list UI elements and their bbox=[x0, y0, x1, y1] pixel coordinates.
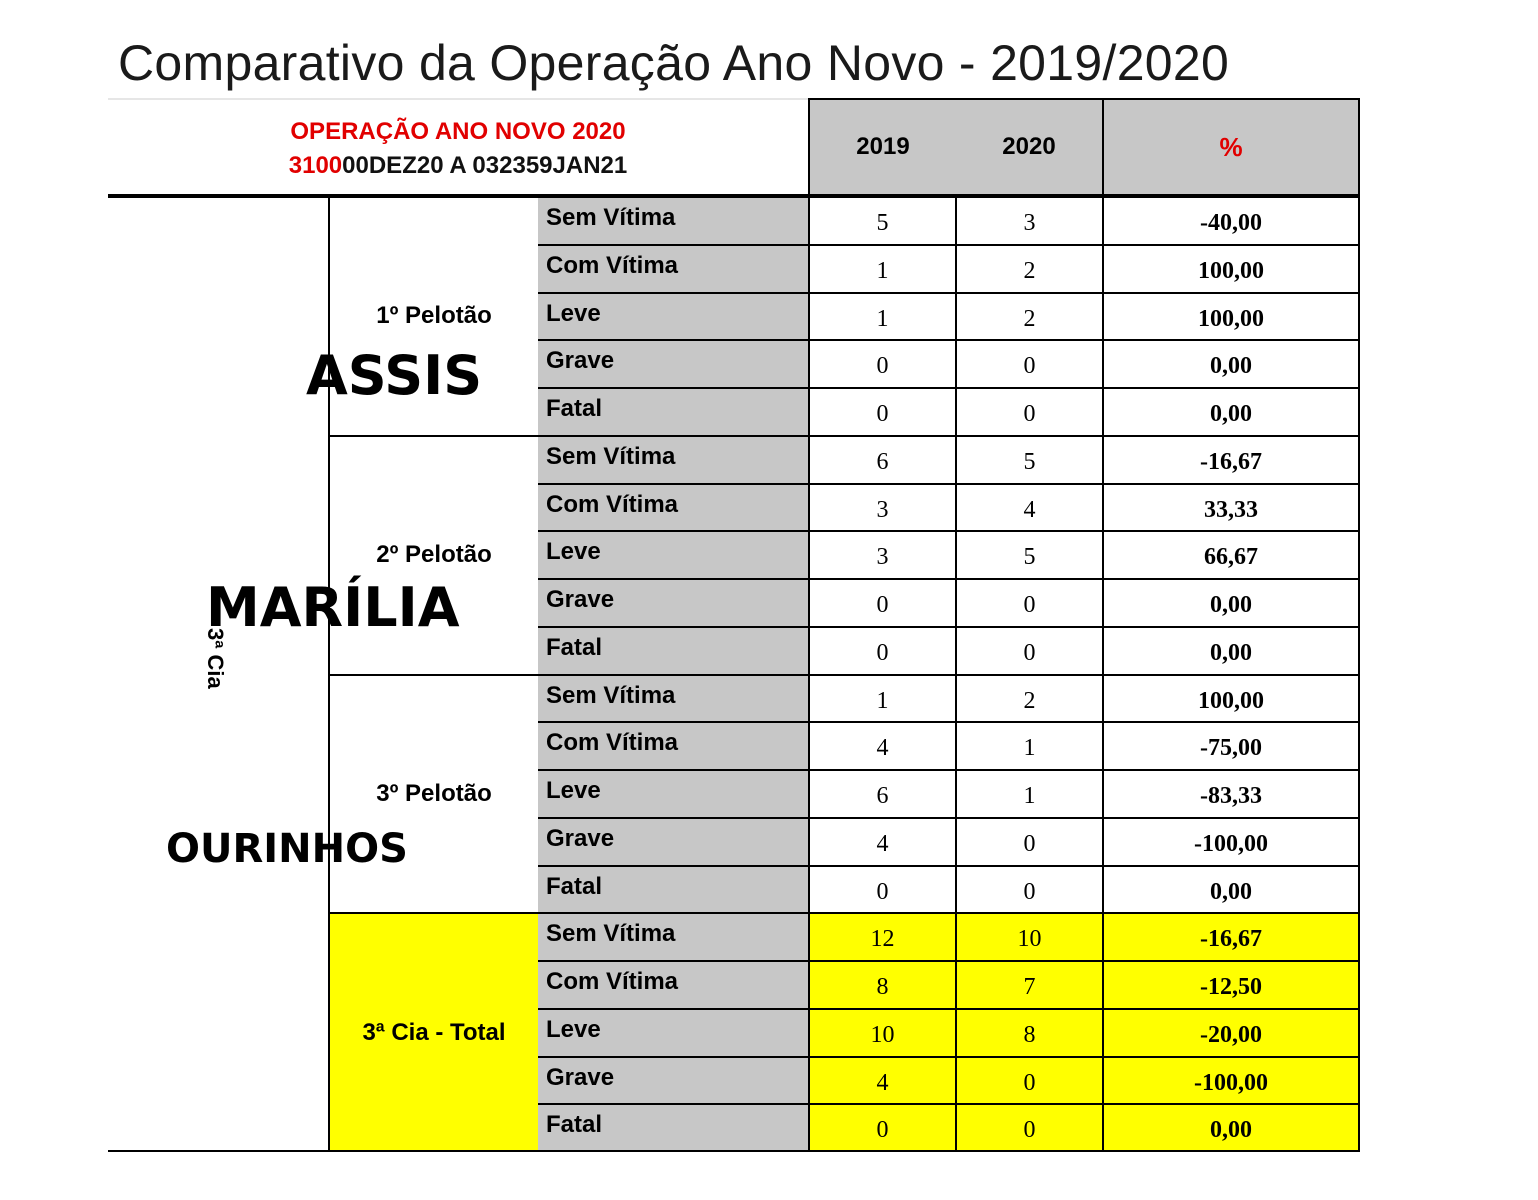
value-2020: 8 bbox=[955, 1008, 1102, 1056]
value-percent: -75,00 bbox=[1102, 721, 1360, 769]
category-label: Com Vítima bbox=[538, 960, 808, 1008]
value-2019: 1 bbox=[808, 292, 955, 340]
category-label: Sem Vítima bbox=[538, 435, 808, 483]
value-percent: -100,00 bbox=[1102, 817, 1360, 865]
category-label: Fatal bbox=[538, 1103, 808, 1151]
value-2020: 1 bbox=[955, 769, 1102, 817]
value-2019: 4 bbox=[808, 721, 955, 769]
value-2019: 6 bbox=[808, 435, 955, 483]
value-percent: -83,33 bbox=[1102, 769, 1360, 817]
category-label: Fatal bbox=[538, 387, 808, 435]
value-percent: 0,00 bbox=[1102, 865, 1360, 913]
group-label: 1º Pelotão bbox=[330, 196, 538, 435]
value-2019: 4 bbox=[808, 1056, 955, 1104]
value-percent: -20,00 bbox=[1102, 1008, 1360, 1056]
category-label: Leve bbox=[538, 530, 808, 578]
city-label-marilia: MARÍLIA bbox=[206, 576, 460, 639]
value-2020: 1 bbox=[955, 721, 1102, 769]
value-2020: 4 bbox=[955, 483, 1102, 531]
value-2019: 6 bbox=[808, 769, 955, 817]
category-label: Grave bbox=[538, 578, 808, 626]
table-left-border-top bbox=[108, 196, 330, 198]
value-2020: 0 bbox=[955, 817, 1102, 865]
value-2020: 7 bbox=[955, 960, 1102, 1008]
category-label: Com Vítima bbox=[538, 244, 808, 292]
value-percent: -40,00 bbox=[1102, 196, 1360, 244]
category-label: Sem Vítima bbox=[538, 196, 808, 244]
value-2020: 0 bbox=[955, 865, 1102, 913]
value-percent: 0,00 bbox=[1102, 1103, 1360, 1151]
value-2020: 0 bbox=[955, 387, 1102, 435]
value-percent: 0,00 bbox=[1102, 339, 1360, 387]
group-label: 2º Pelotão bbox=[330, 435, 538, 674]
value-2019: 1 bbox=[808, 674, 955, 722]
city-label-assis: ASSIS bbox=[306, 344, 483, 407]
value-2020: 0 bbox=[955, 339, 1102, 387]
category-label: Grave bbox=[538, 817, 808, 865]
value-2019: 0 bbox=[808, 339, 955, 387]
operation-range-red: 3100 bbox=[288, 152, 343, 179]
city-label-ourinhos: OURINHOS bbox=[166, 826, 408, 872]
value-percent: 100,00 bbox=[1102, 292, 1360, 340]
category-label: Leve bbox=[538, 292, 808, 340]
operation-header bbox=[108, 100, 808, 196]
value-percent: -16,67 bbox=[1102, 435, 1360, 483]
value-2019: 3 bbox=[808, 483, 955, 531]
value-2019: 5 bbox=[808, 196, 955, 244]
category-label: Com Vítima bbox=[538, 721, 808, 769]
value-percent: 100,00 bbox=[1102, 244, 1360, 292]
value-2020: 2 bbox=[955, 292, 1102, 340]
value-2019: 0 bbox=[808, 626, 955, 674]
operation-range-rest: 00DEZ20 A 032359JAN21 bbox=[342, 152, 628, 179]
value-2020: 0 bbox=[955, 1103, 1102, 1151]
value-percent: 66,67 bbox=[1102, 530, 1360, 578]
value-percent: 100,00 bbox=[1102, 674, 1360, 722]
group-label: 3º Pelotão bbox=[330, 674, 538, 913]
group-label: 3ª Cia - Total bbox=[330, 912, 538, 1151]
category-label: Com Vítima bbox=[538, 483, 808, 531]
value-2020: 5 bbox=[955, 435, 1102, 483]
value-percent: 33,33 bbox=[1102, 483, 1360, 531]
operation-name: OPERAÇÃO ANO NOVO 2020 bbox=[290, 118, 626, 145]
value-2020: 0 bbox=[955, 1056, 1102, 1104]
value-percent: 0,00 bbox=[1102, 387, 1360, 435]
category-label: Fatal bbox=[538, 865, 808, 913]
category-label: Fatal bbox=[538, 626, 808, 674]
company-label: 3ª Cia bbox=[203, 628, 228, 689]
category-label: Sem Vítima bbox=[538, 912, 808, 960]
table-bottom-border bbox=[108, 1150, 1360, 1152]
value-2019: 0 bbox=[808, 387, 955, 435]
category-label: Sem Vítima bbox=[538, 674, 808, 722]
category-label: Grave bbox=[538, 1056, 808, 1104]
value-percent: -16,67 bbox=[1102, 912, 1360, 960]
category-label: Leve bbox=[538, 769, 808, 817]
value-2019: 8 bbox=[808, 960, 955, 1008]
page-title: Comparativo da Operação Ano Novo - 2019/2020 bbox=[118, 35, 1230, 91]
value-2020: 2 bbox=[955, 674, 1102, 722]
column-header-percent: % bbox=[1102, 98, 1360, 196]
column-header-2020: 2020 bbox=[1002, 133, 1056, 160]
value-2019: 3 bbox=[808, 530, 955, 578]
value-2019: 4 bbox=[808, 817, 955, 865]
value-percent: -12,50 bbox=[1102, 960, 1360, 1008]
value-2020: 0 bbox=[955, 626, 1102, 674]
value-2020: 10 bbox=[955, 912, 1102, 960]
value-2020: 2 bbox=[955, 244, 1102, 292]
value-2020: 0 bbox=[955, 578, 1102, 626]
value-percent: -100,00 bbox=[1102, 1056, 1360, 1104]
value-2020: 3 bbox=[955, 196, 1102, 244]
year-header bbox=[808, 98, 1102, 196]
value-2019: 0 bbox=[808, 578, 955, 626]
value-2019: 0 bbox=[808, 865, 955, 913]
operation-range bbox=[108, 152, 808, 180]
category-label: Grave bbox=[538, 339, 808, 387]
category-label: Leve bbox=[538, 1008, 808, 1056]
value-2020: 5 bbox=[955, 530, 1102, 578]
value-2019: 12 bbox=[808, 912, 955, 960]
value-percent: 0,00 bbox=[1102, 578, 1360, 626]
value-2019: 0 bbox=[808, 1103, 955, 1151]
value-2019: 1 bbox=[808, 244, 955, 292]
value-percent: 0,00 bbox=[1102, 626, 1360, 674]
column-header-2019: 2019 bbox=[856, 133, 910, 160]
value-2019: 10 bbox=[808, 1008, 955, 1056]
